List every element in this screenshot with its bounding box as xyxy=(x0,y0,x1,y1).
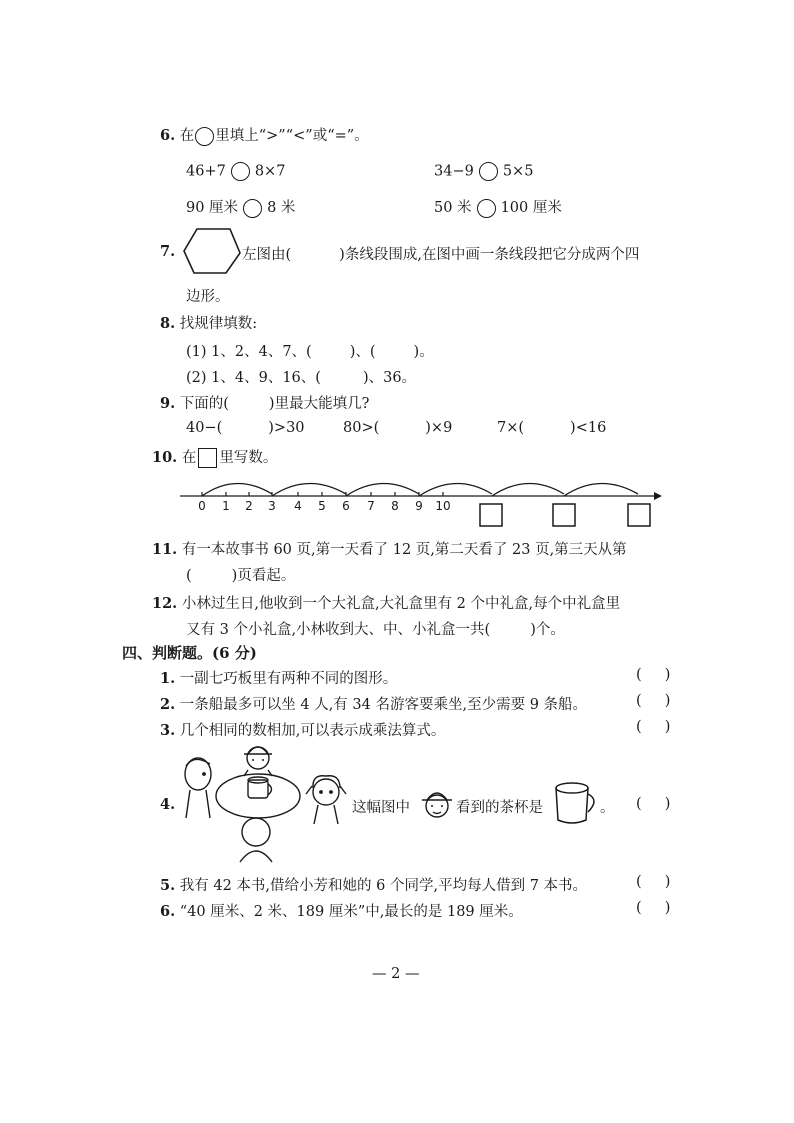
q11-line-1 xyxy=(152,538,627,559)
judge-6-number: 6. xyxy=(160,903,176,920)
q9-instr-a: 下面的( xyxy=(179,396,229,412)
q12-text-b: 又有 3 个小礼盒,小林收到大、中、小礼盒一共( xyxy=(186,622,491,638)
table-scene-illustration xyxy=(178,740,350,864)
q8-number: 8. xyxy=(160,315,176,332)
q8-line-2 xyxy=(186,366,416,387)
q12-text-a: 小林过生日,他收到一个大礼盒,大礼盒里有 2 个中礼盒,每个中礼盒里 xyxy=(181,596,621,612)
q9-number: 9. xyxy=(160,395,176,412)
judge-item-6 xyxy=(160,900,523,921)
tick-label: 10 xyxy=(435,499,451,513)
judge-4-number: 4. xyxy=(160,796,176,813)
jump-arc xyxy=(202,483,272,496)
answer-box-input[interactable] xyxy=(553,504,575,526)
q8-line1-b: )、( xyxy=(349,344,376,360)
compare-circle-input[interactable] xyxy=(231,162,250,181)
compare-circle-input[interactable] xyxy=(243,199,262,218)
q9-expr2-b: )×9 xyxy=(425,420,453,436)
q6-heading xyxy=(160,124,369,146)
q9-expr1-b: )>30 xyxy=(268,420,305,436)
q8-line1-c: )。 xyxy=(413,344,434,360)
q6-instr-a: 在 xyxy=(179,128,195,144)
q6-item-3-right: 8 米 xyxy=(267,200,296,216)
judge-item-1 xyxy=(160,667,397,688)
judge-3-number: 3. xyxy=(160,722,176,739)
judge-6-text: “40 厘米、2 米、189 厘米”中,最长的是 189 厘米。 xyxy=(179,904,523,920)
compare-circle-input[interactable] xyxy=(477,199,496,218)
hat-boy-icon xyxy=(418,784,456,820)
tick-label: 4 xyxy=(294,499,302,513)
q10-heading xyxy=(152,446,277,468)
q9-expr3-b: )<16 xyxy=(570,420,607,436)
tick-label: 5 xyxy=(318,499,326,513)
answer-box-input[interactable] xyxy=(480,504,502,526)
judge-item-4-b xyxy=(456,796,543,817)
judge-4-text-b: 看到的茶杯是 xyxy=(456,800,543,816)
q6-item-2 xyxy=(434,162,533,181)
q9-expr-2 xyxy=(343,420,452,436)
q6-item-4-right: 100 厘米 xyxy=(500,200,562,216)
q6-item-1 xyxy=(186,162,285,181)
q7-text-b: )条线段围成,在图中画一条线段把它分成两个四 xyxy=(339,247,640,263)
tick-label: 1 xyxy=(222,499,230,513)
q9-expr-1 xyxy=(186,420,305,436)
q12-line-2 xyxy=(186,618,565,639)
judge-4-answer[interactable]: ( ) xyxy=(636,796,671,812)
q8-instr: 找规律填数: xyxy=(179,316,258,332)
judge-item-4 xyxy=(352,796,410,817)
q9-expr2-a: 80>( xyxy=(343,420,380,436)
square-blank-icon xyxy=(198,448,217,468)
jump-arc xyxy=(272,483,346,496)
q11-line-2 xyxy=(186,564,295,585)
jump-arc xyxy=(346,483,419,496)
q7-number: 7. xyxy=(160,243,176,260)
q6-item-4-left: 50 米 xyxy=(434,200,472,216)
q8-line2-a: (2) 1、4、9、16、( xyxy=(186,370,321,386)
q7-line-2: 边形。 xyxy=(186,289,230,305)
jump-arc xyxy=(564,483,638,496)
q11-text-c: )页看起。 xyxy=(231,568,296,584)
q6-item-1-right: 8×7 xyxy=(254,163,286,180)
q6-item-1-left: 46+7 xyxy=(186,163,226,180)
judge-5-answer[interactable]: ( ) xyxy=(636,874,671,890)
q10-number: 10. xyxy=(152,449,178,466)
q9-expr1-a: 40−( xyxy=(186,420,223,436)
answer-box-input[interactable] xyxy=(628,504,650,526)
q6-number: 6. xyxy=(160,127,176,144)
q10-instr-b: 里写数。 xyxy=(219,450,278,466)
judge-5-number: 5. xyxy=(160,877,176,894)
q11-number: 11. xyxy=(152,541,178,558)
q6-item-2-right: 5×5 xyxy=(502,163,534,180)
tick-label: 9 xyxy=(415,499,423,513)
q8-line-1 xyxy=(186,340,434,361)
tick-label: 2 xyxy=(245,499,253,513)
q8-heading xyxy=(160,312,257,333)
judge-3-text: 几个相同的数相加,可以表示成乘法算式。 xyxy=(179,723,446,739)
judge-3-answer[interactable]: ( ) xyxy=(636,719,671,735)
tick-label: 6 xyxy=(342,499,350,513)
judge-1-number: 1. xyxy=(160,670,176,687)
q11-text-a: 有一本故事书 60 页,第一天看了 12 页,第二天看了 23 页,第三天从第 xyxy=(181,542,627,558)
q12-number: 12. xyxy=(152,595,178,612)
circle-blank-icon xyxy=(195,127,214,146)
judge-4-text-a: 这幅图中 xyxy=(352,800,410,816)
tick-label: 8 xyxy=(391,499,399,513)
q6-instr-b: 里填上“>”“<”或“=”。 xyxy=(215,128,369,144)
q9-instr-b: )里最大能填几? xyxy=(268,396,370,412)
judge-1-answer[interactable]: ( ) xyxy=(636,667,671,683)
q8-line2-b: )、36。 xyxy=(362,370,417,386)
tick-label: 0 xyxy=(198,499,206,513)
judge-item-4-c: 。 xyxy=(600,800,615,816)
judge-item-5 xyxy=(160,874,587,895)
compare-circle-input[interactable] xyxy=(479,162,498,181)
number-line xyxy=(176,468,666,532)
judge-1-text: 一副七巧板里有两种不同的图形。 xyxy=(179,671,398,687)
judge-2-answer[interactable]: ( ) xyxy=(636,693,671,709)
judge-item-3 xyxy=(160,719,445,740)
jump-arc xyxy=(492,483,564,496)
q6-item-3-left: 90 厘米 xyxy=(186,200,239,216)
q7-line-1 xyxy=(242,243,639,264)
section-4-title: 四、判断题。(6 分) xyxy=(122,644,257,662)
page-number: — 2 — xyxy=(372,966,420,982)
q9-heading xyxy=(160,392,369,413)
q6-item-4 xyxy=(434,196,562,218)
hexagon-figure xyxy=(182,226,242,276)
q12-line-1 xyxy=(152,592,620,613)
q10-instr-a: 在 xyxy=(181,450,197,466)
judge-2-number: 2. xyxy=(160,696,176,713)
judge-6-answer[interactable]: ( ) xyxy=(636,900,671,916)
q9-expr-3 xyxy=(497,420,606,436)
cup-icon xyxy=(550,780,600,828)
judge-item-2 xyxy=(160,693,587,714)
q12-text-c: )个。 xyxy=(530,622,565,638)
q11-text-b: ( xyxy=(186,568,192,584)
q6-item-2-left: 34−9 xyxy=(434,163,474,180)
q9-expr3-a: 7×( xyxy=(497,420,525,436)
arrow-head-icon xyxy=(654,492,662,500)
judge-5-text: 我有 42 本书,借给小芳和她的 6 个同学,平均每人借到 7 本书。 xyxy=(179,878,588,894)
q6-item-3 xyxy=(186,196,295,218)
tick-label: 7 xyxy=(367,499,375,513)
tick-label: 3 xyxy=(268,499,276,513)
q7-text-a: 左图由( xyxy=(242,247,292,263)
q8-line1-a: (1) 1、2、4、7、( xyxy=(186,344,312,360)
jump-arc xyxy=(419,483,492,496)
judge-2-text: 一条船最多可以坐 4 人,有 34 名游客要乘坐,至少需要 9 条船。 xyxy=(179,697,588,713)
